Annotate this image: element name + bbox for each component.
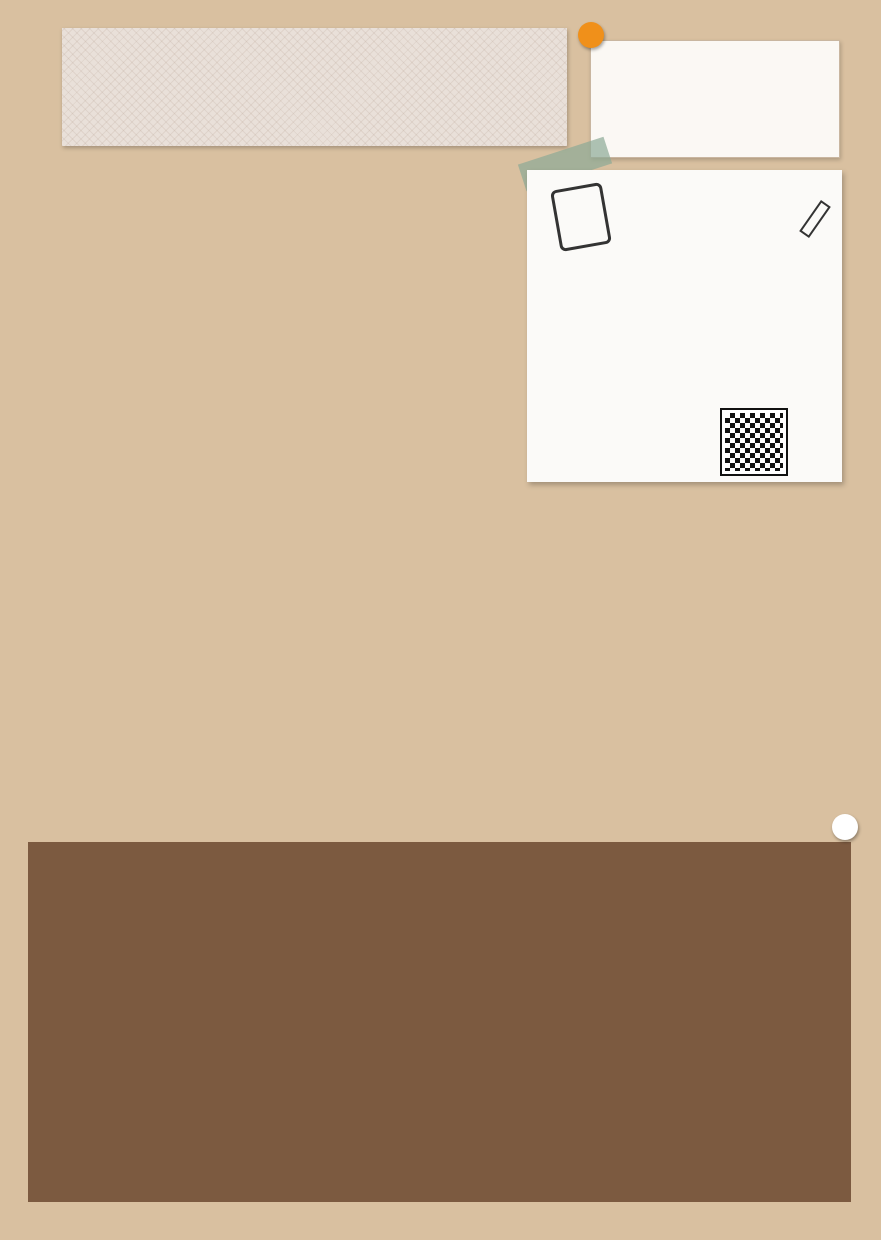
masthead <box>62 28 567 146</box>
phone-icon <box>550 182 612 252</box>
pen-icon <box>799 200 831 238</box>
side-note <box>795 858 841 1188</box>
pin-white <box>832 814 858 840</box>
pin-orange <box>578 22 604 48</box>
scalp-section-background <box>28 842 851 1202</box>
customer-voice-panel <box>527 170 842 482</box>
qr-code-icon[interactable] <box>722 410 786 474</box>
issue-box <box>590 40 840 158</box>
